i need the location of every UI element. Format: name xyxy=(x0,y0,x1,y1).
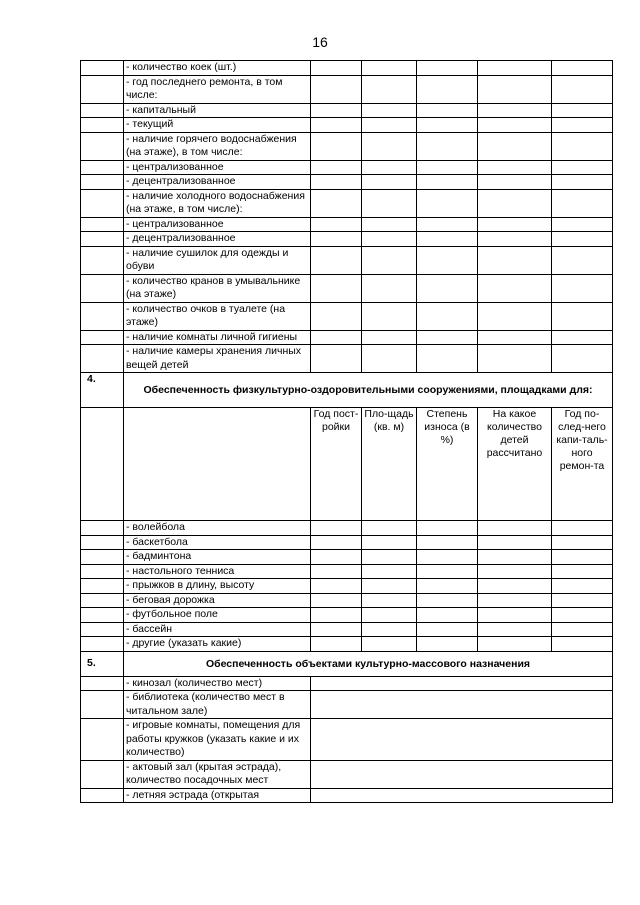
form-value-cell xyxy=(311,521,362,536)
row-number-cell xyxy=(81,408,124,521)
row-label: - летняя эстрада (открытая xyxy=(124,788,311,803)
row-label: - децентрализованное xyxy=(124,232,311,247)
form-value-cell xyxy=(417,608,478,623)
form-value-cell xyxy=(478,232,552,247)
form-value-cell xyxy=(417,217,478,232)
row-number-cell xyxy=(81,330,124,345)
form-value-cell xyxy=(311,579,362,594)
form-value-cell xyxy=(552,302,613,330)
section4-row xyxy=(81,535,613,550)
section5-row xyxy=(81,788,613,803)
form-value-cell xyxy=(417,302,478,330)
form-value-cell xyxy=(362,535,417,550)
form-value-cell xyxy=(311,232,362,247)
form-value-cell xyxy=(552,564,613,579)
section-number: 5. xyxy=(81,651,124,676)
row-number-cell xyxy=(81,564,124,579)
form-value-cell xyxy=(311,103,362,118)
row-number-cell xyxy=(81,118,124,133)
form-value-cell xyxy=(362,232,417,247)
row-number-cell xyxy=(81,760,124,788)
row-label: - наличие сушилок для одежды и обуви xyxy=(124,246,311,274)
section-number: 4. xyxy=(81,373,124,408)
form-value-cell xyxy=(311,691,613,719)
section3-row xyxy=(81,175,613,190)
form-value-cell xyxy=(362,217,417,232)
form-value-cell xyxy=(417,330,478,345)
column-header: Пло-щадь (кв. м) xyxy=(362,408,417,521)
form-value-cell xyxy=(362,302,417,330)
row-label: - децентрализованное xyxy=(124,175,311,190)
row-label: - библиотека (количество мест в читальном зале) xyxy=(124,691,311,719)
row-label: - капитальный xyxy=(124,103,311,118)
row-label: - беговая дорожка xyxy=(124,593,311,608)
form-value-cell xyxy=(417,175,478,190)
form-value-cell xyxy=(478,61,552,76)
row-number-cell xyxy=(81,75,124,103)
column-header: Степень износа (в %) xyxy=(417,408,478,521)
section3-row xyxy=(81,118,613,133)
form-value-cell xyxy=(478,564,552,579)
form-value-cell xyxy=(552,550,613,565)
form-value-cell xyxy=(362,274,417,302)
form-value-cell xyxy=(311,788,613,803)
section5-row xyxy=(81,719,613,761)
form-value-cell xyxy=(552,175,613,190)
form-value-cell xyxy=(311,217,362,232)
row-label: - наличие комнаты личной гигиены xyxy=(124,330,311,345)
form-value-cell xyxy=(552,608,613,623)
form-value-cell xyxy=(552,61,613,76)
form-value-cell xyxy=(311,132,362,160)
form-value-cell xyxy=(362,61,417,76)
section4-row xyxy=(81,564,613,579)
form-value-cell xyxy=(478,175,552,190)
form-value-cell xyxy=(478,608,552,623)
row-label: - актовый зал (крытая эстрада), количество посадочных мест xyxy=(124,760,311,788)
form-value-cell xyxy=(417,637,478,652)
form-value-cell xyxy=(362,246,417,274)
row-number-cell xyxy=(81,132,124,160)
row-number-cell xyxy=(81,579,124,594)
form-value-cell xyxy=(417,232,478,247)
form-value-cell xyxy=(311,564,362,579)
form-value-cell xyxy=(478,274,552,302)
section3-row xyxy=(81,103,613,118)
form-value-cell xyxy=(478,593,552,608)
form-value-cell xyxy=(362,622,417,637)
form-value-cell xyxy=(362,564,417,579)
form-value-cell xyxy=(552,345,613,373)
section3-row xyxy=(81,75,613,103)
section3-row xyxy=(81,345,613,373)
row-number-cell xyxy=(81,103,124,118)
form-value-cell xyxy=(417,118,478,133)
form-value-cell xyxy=(417,61,478,76)
form-value-cell xyxy=(362,330,417,345)
row-label xyxy=(124,408,311,521)
row-label: - бассейн xyxy=(124,622,311,637)
row-label: - волейбола xyxy=(124,521,311,536)
column-header: Год пост-ройки xyxy=(311,408,362,521)
form-value-cell xyxy=(417,564,478,579)
form-value-cell xyxy=(478,160,552,175)
form-value-cell xyxy=(478,118,552,133)
section3-row xyxy=(81,160,613,175)
form-value-cell xyxy=(311,330,362,345)
form-value-cell xyxy=(417,160,478,175)
form-value-cell xyxy=(417,246,478,274)
form-value-cell xyxy=(311,760,613,788)
row-number-cell xyxy=(81,622,124,637)
form-value-cell xyxy=(552,217,613,232)
form-value-cell xyxy=(362,579,417,594)
row-number-cell xyxy=(81,217,124,232)
row-number-cell xyxy=(81,246,124,274)
form-value-cell xyxy=(362,75,417,103)
form-value-cell xyxy=(552,622,613,637)
row-label: - настольного тенниса xyxy=(124,564,311,579)
form-value-cell xyxy=(552,246,613,274)
section5-heading-row xyxy=(81,651,613,676)
form-value-cell xyxy=(417,593,478,608)
section4-row xyxy=(81,550,613,565)
form-value-cell xyxy=(311,246,362,274)
form-value-cell xyxy=(417,75,478,103)
form-value-cell xyxy=(311,160,362,175)
form-value-cell xyxy=(552,118,613,133)
row-label: - текущий xyxy=(124,118,311,133)
form-value-cell xyxy=(552,593,613,608)
row-number-cell xyxy=(81,189,124,217)
form-value-cell xyxy=(478,535,552,550)
form-value-cell xyxy=(552,535,613,550)
form-value-cell xyxy=(311,535,362,550)
form-value-cell xyxy=(552,637,613,652)
section-title: Обеспеченность объектами культурно-массового назначения xyxy=(124,651,613,676)
row-number-cell xyxy=(81,302,124,330)
form-value-cell xyxy=(417,622,478,637)
form-value-cell xyxy=(478,622,552,637)
section4-column-header-row xyxy=(81,408,613,521)
form-value-cell xyxy=(478,75,552,103)
form-value-cell xyxy=(311,274,362,302)
form-value-cell xyxy=(362,521,417,536)
section5-row xyxy=(81,691,613,719)
form-value-cell xyxy=(417,189,478,217)
form-value-cell xyxy=(478,637,552,652)
row-number-cell xyxy=(81,676,124,691)
row-number-cell xyxy=(81,274,124,302)
section3-row xyxy=(81,246,613,274)
row-label: - централизованное xyxy=(124,217,311,232)
form-value-cell xyxy=(362,637,417,652)
row-number-cell xyxy=(81,175,124,190)
section4-row xyxy=(81,637,613,652)
row-label: - централизованное xyxy=(124,160,311,175)
form-value-cell xyxy=(362,132,417,160)
section5-row xyxy=(81,760,613,788)
section4-heading-row xyxy=(81,373,613,408)
form-value-cell xyxy=(311,345,362,373)
section3-row xyxy=(81,274,613,302)
form-value-cell xyxy=(478,330,552,345)
row-number-cell xyxy=(81,637,124,652)
form-value-cell xyxy=(478,246,552,274)
column-header: На какое количество детей рассчитано xyxy=(478,408,552,521)
form-value-cell xyxy=(552,579,613,594)
form-value-cell xyxy=(311,75,362,103)
form-value-cell xyxy=(417,521,478,536)
row-number-cell xyxy=(81,61,124,76)
section4-row xyxy=(81,579,613,594)
form-value-cell xyxy=(362,175,417,190)
form-value-cell xyxy=(478,217,552,232)
form-value-cell xyxy=(417,550,478,565)
row-label: - год последнего ремонта, в том числе: xyxy=(124,75,311,103)
row-number-cell xyxy=(81,719,124,761)
row-label: - количество очков в туалете (на этаже) xyxy=(124,302,311,330)
row-label: - другие (указать какие) xyxy=(124,637,311,652)
row-label: - количество кранов в умывальнике (на этаже) xyxy=(124,274,311,302)
form-value-cell xyxy=(478,132,552,160)
facility-form-table xyxy=(80,60,613,803)
form-value-cell xyxy=(552,232,613,247)
form-value-cell xyxy=(552,103,613,118)
row-number-cell xyxy=(81,160,124,175)
form-value-cell xyxy=(478,302,552,330)
row-number-cell xyxy=(81,521,124,536)
section-title: Обеспеченность физкультурно-оздоровительными сооружениями, площадками для: xyxy=(124,373,613,408)
form-value-cell xyxy=(552,75,613,103)
form-value-cell xyxy=(362,345,417,373)
form-value-cell xyxy=(362,103,417,118)
form-value-cell xyxy=(478,345,552,373)
form-value-cell xyxy=(362,550,417,565)
section3-row xyxy=(81,302,613,330)
column-header: Год по-след-него капи-таль-ного ремон-та xyxy=(552,408,613,521)
section4-row xyxy=(81,593,613,608)
section5-row xyxy=(81,676,613,691)
row-number-cell xyxy=(81,535,124,550)
form-value-cell xyxy=(552,160,613,175)
row-number-cell xyxy=(81,691,124,719)
form-value-cell xyxy=(311,175,362,190)
row-number-cell xyxy=(81,608,124,623)
form-value-cell xyxy=(362,608,417,623)
row-number-cell xyxy=(81,593,124,608)
form-value-cell xyxy=(552,132,613,160)
form-value-cell xyxy=(478,579,552,594)
form-value-cell xyxy=(552,521,613,536)
form-value-cell xyxy=(417,579,478,594)
form-value-cell xyxy=(311,118,362,133)
form-value-cell xyxy=(311,61,362,76)
section3-row xyxy=(81,330,613,345)
form-value-cell xyxy=(417,132,478,160)
row-number-cell xyxy=(81,232,124,247)
form-value-cell xyxy=(311,593,362,608)
form-value-cell xyxy=(311,622,362,637)
form-value-cell xyxy=(552,274,613,302)
form-value-cell xyxy=(478,189,552,217)
form-value-cell xyxy=(311,608,362,623)
section4-row xyxy=(81,608,613,623)
form-value-cell xyxy=(478,550,552,565)
form-value-cell xyxy=(417,274,478,302)
form-value-cell xyxy=(362,160,417,175)
section3-row xyxy=(81,189,613,217)
form-value-cell xyxy=(311,719,613,761)
row-number-cell xyxy=(81,788,124,803)
row-label: - количество коек (шт.) xyxy=(124,61,311,76)
form-value-cell xyxy=(552,189,613,217)
form-value-cell xyxy=(311,550,362,565)
row-label: - кинозал (количество мест) xyxy=(124,676,311,691)
form-value-cell xyxy=(362,189,417,217)
row-label: - баскетбола xyxy=(124,535,311,550)
row-label: - бадминтона xyxy=(124,550,311,565)
form-value-cell xyxy=(362,593,417,608)
section4-row xyxy=(81,622,613,637)
row-number-cell xyxy=(81,345,124,373)
page-number: 16 xyxy=(312,34,328,50)
form-value-cell xyxy=(552,330,613,345)
row-label: - наличие камеры хранения личных вещей детей xyxy=(124,345,311,373)
section3-row xyxy=(81,61,613,76)
form-value-cell xyxy=(478,103,552,118)
form-value-cell xyxy=(417,535,478,550)
form-value-cell xyxy=(311,302,362,330)
row-label: - игровые комнаты, помещения для работы кружков (указать какие и их количество) xyxy=(124,719,311,761)
form-value-cell xyxy=(311,676,613,691)
row-label: - наличие горячего водоснабжения (на этаже), в том числе: xyxy=(124,132,311,160)
form-value-cell xyxy=(311,189,362,217)
section3-row xyxy=(81,132,613,160)
form-value-cell xyxy=(362,118,417,133)
form-value-cell xyxy=(417,345,478,373)
row-label: - футбольное поле xyxy=(124,608,311,623)
form-value-cell xyxy=(311,637,362,652)
form-value-cell xyxy=(478,521,552,536)
section4-row xyxy=(81,521,613,536)
section3-row xyxy=(81,217,613,232)
row-number-cell xyxy=(81,550,124,565)
section3-row xyxy=(81,232,613,247)
row-label: - прыжков в длину, высоту xyxy=(124,579,311,594)
row-label: - наличие холодного водоснабжения (на этаже, в том числе): xyxy=(124,189,311,217)
form-value-cell xyxy=(417,103,478,118)
